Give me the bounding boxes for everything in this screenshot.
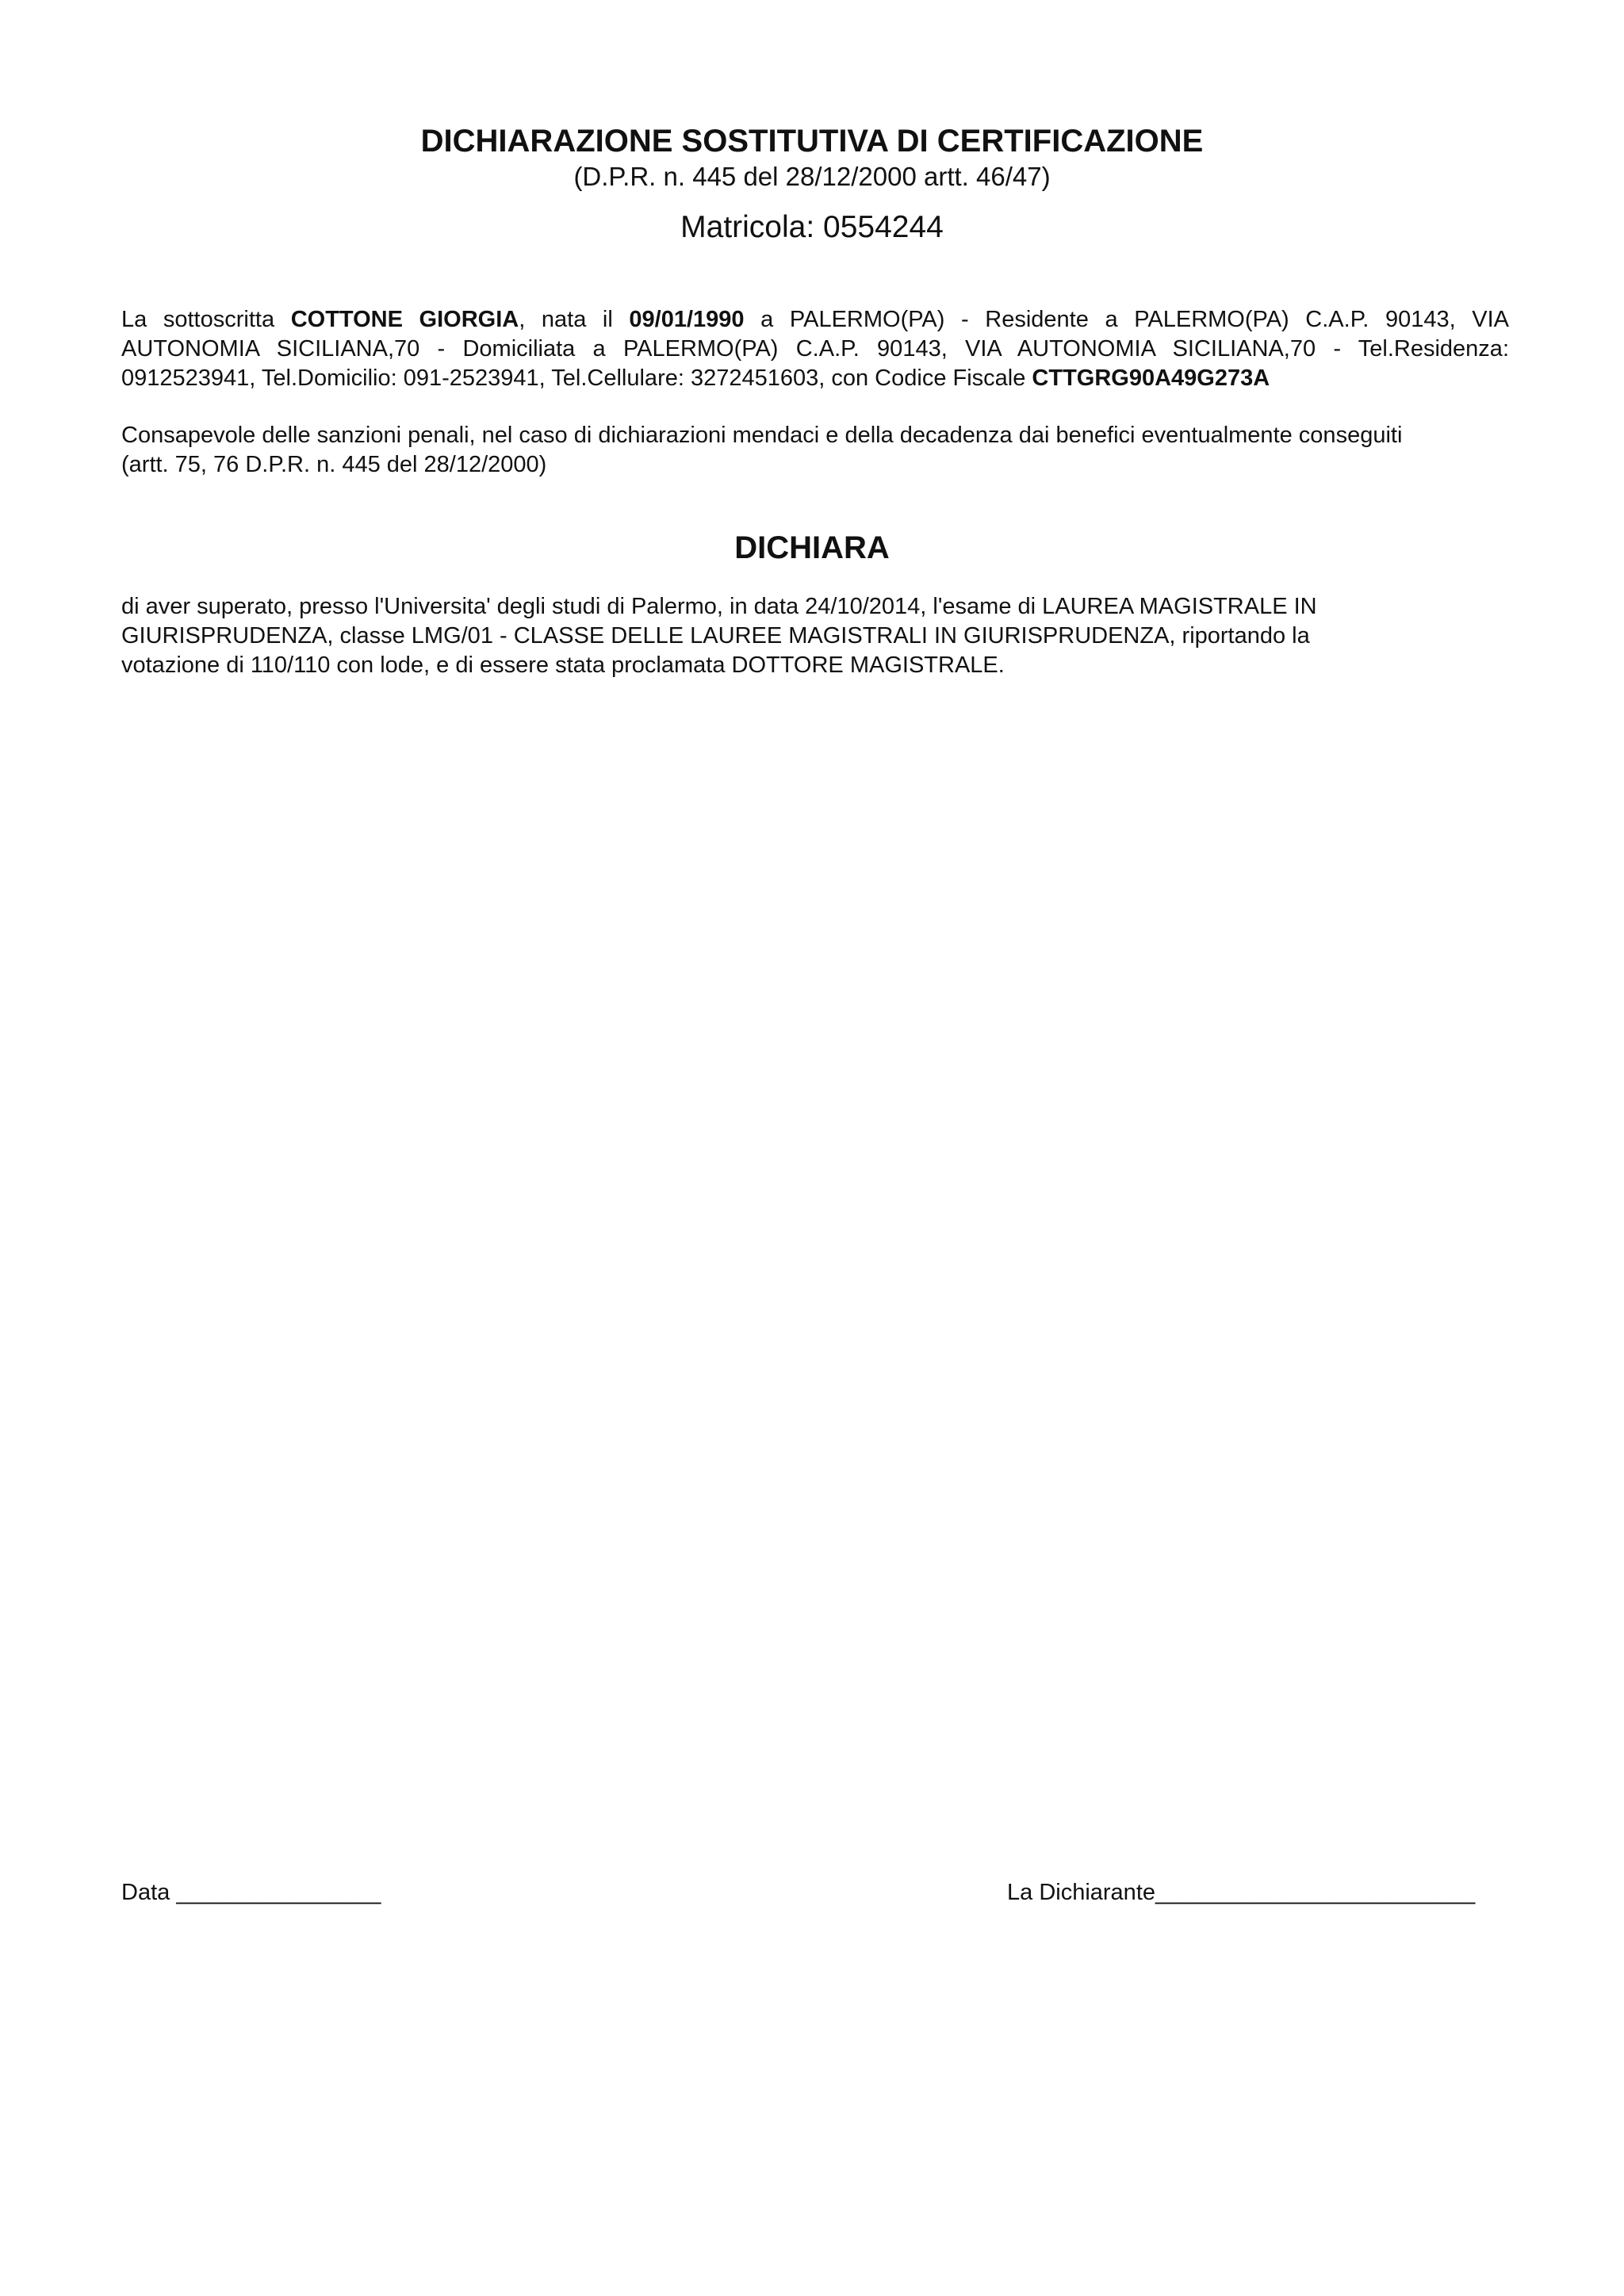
date-signature-field: Data ________________: [121, 1880, 381, 1905]
birth-date: 09/01/1990: [629, 307, 745, 332]
document-title: DICHIARAZIONE SOSTITUTIVA DI CERTIFICAZIONE: [420, 124, 1204, 159]
dichiara-paragraph: [121, 592, 1509, 680]
matricola: Matricola: 0554244: [680, 210, 944, 244]
awareness-line-2: (artt. 75, 76 D.P.R. n. 445 del 28/12/2000): [121, 452, 547, 477]
declarant-name: COTTONE GIORGIA: [290, 307, 519, 332]
dichiara-line-1: di aver superato, presso l'Universita' degli studi di Palermo, in data 24/10/2014, l'esame di LAUREA MAGISTRALE IN: [121, 594, 1317, 619]
codice-fiscale: CTTGRG90A49G273A: [1032, 365, 1270, 391]
declarant-line-1: La sottoscritta COTTONE GIORGIA, nata il 09/01/1990 a PALERMO(PA) - Residente a PALERMO(PA) C.A.P. 90143, VIA: [121, 307, 1510, 332]
dichiara-heading: DICHIARA: [734, 530, 890, 565]
awareness-paragraph: [121, 421, 1509, 480]
declarant-line-3: 0912523941, Tel.Domicilio: 091-2523941, Tel.Cellulare: 3272451603, con Codice Fiscale CTTGRG90A49G273A: [121, 365, 1270, 391]
declarant-paragraph: [121, 305, 1509, 393]
awareness-line-1: Consapevole delle sanzioni penali, nel caso di dichiarazioni mendaci e della decadenza dai benefici eventualmente conseguiti: [121, 423, 1403, 448]
document-subtitle: (D.P.R. n. 445 del 28/12/2000 artt. 46/47): [573, 162, 1051, 191]
dichiara-line-3: votazione di 110/110 con lode, e di essere stata proclamata DOTTORE MAGISTRALE.: [121, 652, 1005, 678]
declarant-line-2: AUTONOMIA SICILIANA,70 - Domiciliata a PALERMO(PA) C.A.P. 90143, VIA AUTONOMIA SICILIANA,70 - Tel.Residenza:: [121, 336, 1509, 362]
dichiara-line-2: GIURISPRUDENZA, classe LMG/01 - CLASSE DELLE LAUREE MAGISTRALI IN GIURISPRUDENZA, riportando la: [121, 623, 1310, 649]
declarant-signature-field: La Dichiarante_________________________: [1007, 1880, 1476, 1905]
